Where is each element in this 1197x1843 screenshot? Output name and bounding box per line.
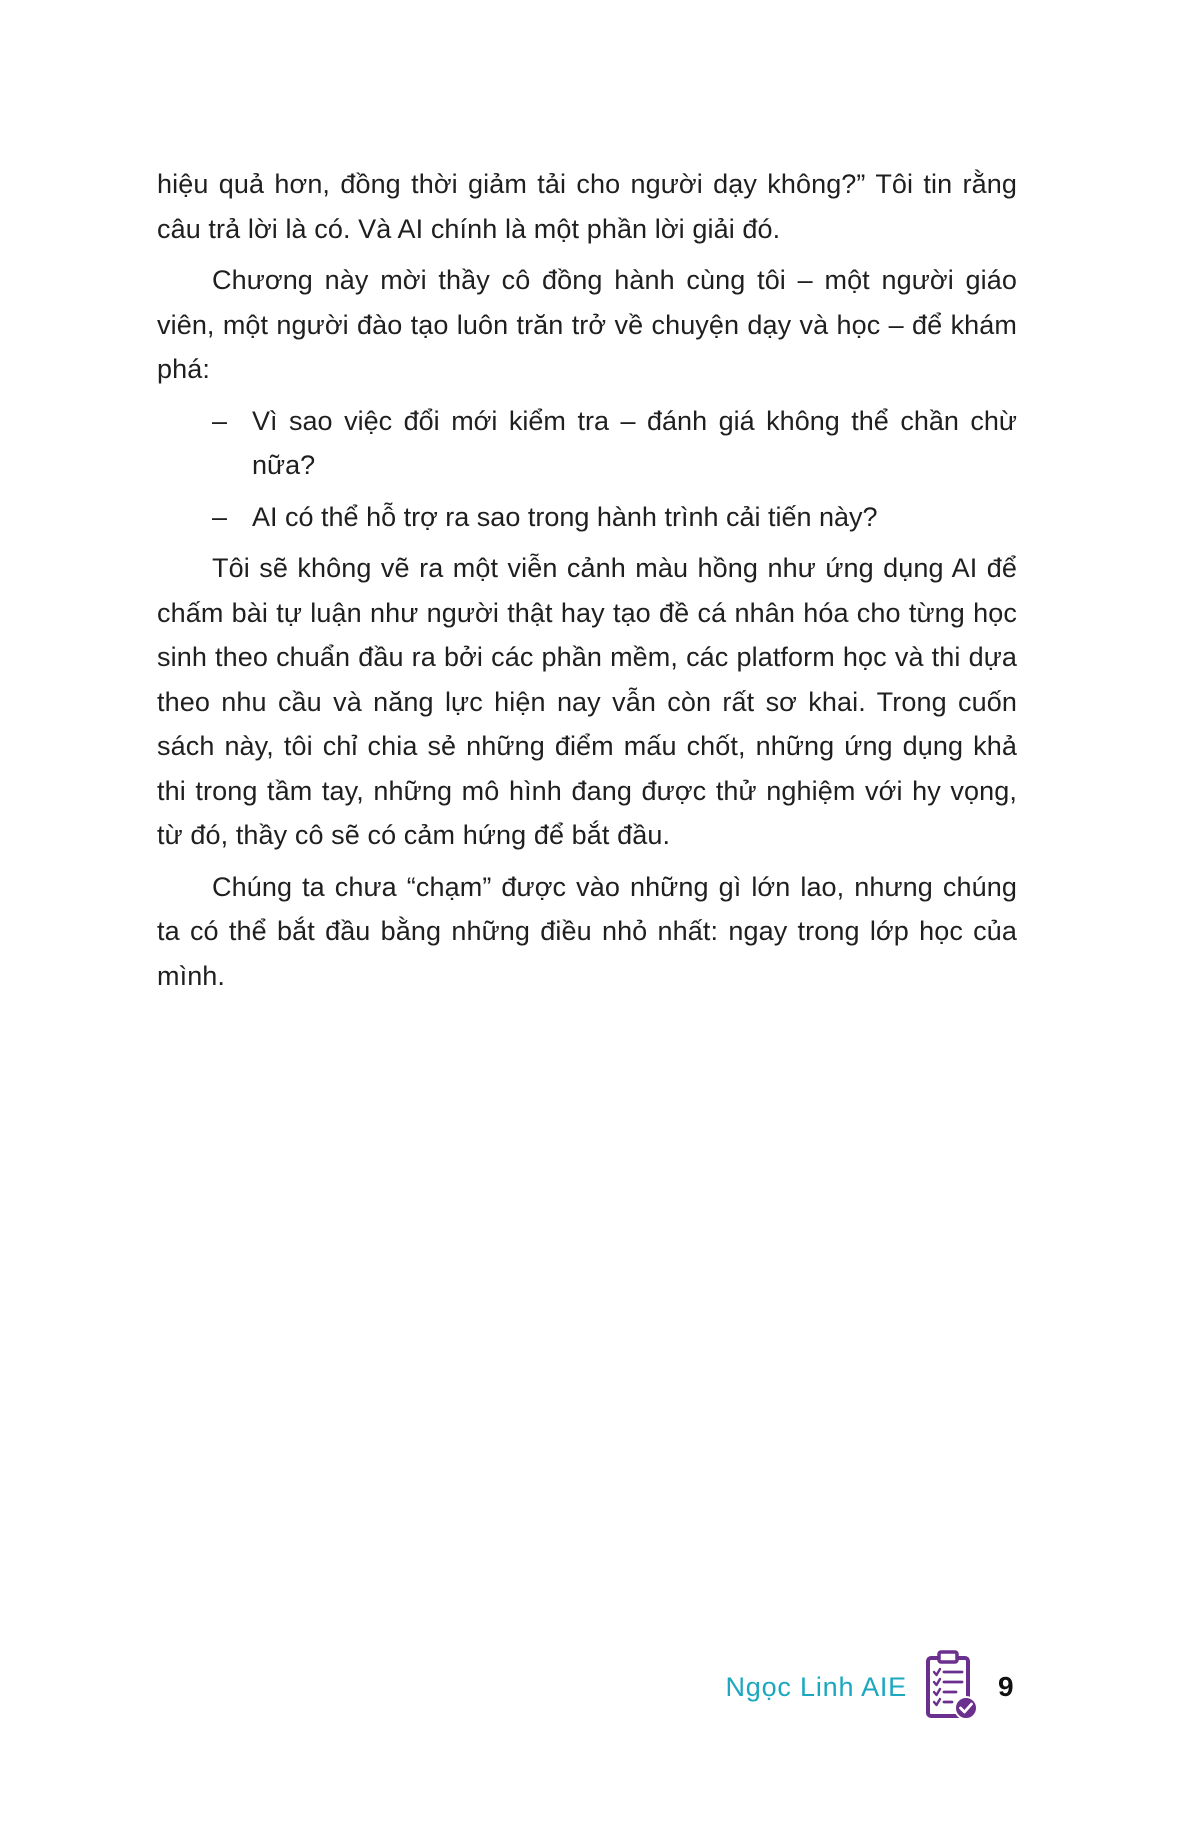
page-body — [157, 162, 1017, 1005]
page-number: 9 — [998, 1671, 1014, 1702]
footer-brand: Ngọc Linh AIE — [725, 1672, 907, 1702]
question-list — [157, 399, 1017, 540]
paragraph-chapter-invitation: Chương này mời thầy cô đồng hành cùng tôi – một người giáo viên, một người đào tạo luôn trăn trở về chuyện dạy và học – để khám phá: — [157, 265, 1017, 384]
list-item-text: AI có thể hỗ trợ ra sao trong hành trình cải tiến này? — [252, 501, 878, 532]
page-footer — [0, 1650, 1017, 1730]
paragraph-vision: Tôi sẽ không vẽ ra một viễn cảnh màu hồng như ứng dụng AI để chấm bài tự luận như người thật hay tạo đề cá nhân hóa cho từng học sinh theo chuẩn đầu ra bởi các phần mềm, các platform học và thi dựa theo nhu cầu và năng lực hiện nay vẫn còn rất sơ khai. Trong cuốn sách này, tôi chỉ chia sẻ những điểm mấu chốt, những ứng dụng khả thi trong tầm tay, những mô hình đang được thử nghiệm với hy vọng, từ đó, thầy cô sẽ có cảm hứng để bắt đầu. — [157, 553, 1017, 850]
list-dash: – — [212, 501, 228, 532]
clipboard-checklist-icon — [924, 1650, 980, 1722]
list-item — [157, 495, 1017, 540]
list-item — [157, 399, 1017, 488]
list-item-text: Vì sao việc đổi mới kiểm tra – đánh giá không thể chần chừ nữa? — [252, 405, 1017, 480]
paragraph-intro-continuation: hiệu quả hơn, đồng thời giảm tải cho người dạy không?” Tôi tin rằng câu trả lời là có. Và AI chính là một phần lời giải đó. — [157, 169, 1017, 244]
list-dash: – — [212, 405, 228, 436]
paragraph-closing: Chúng ta chưa “chạm” được vào những gì lớn lao, nhưng chúng ta có thể bắt đầu bằng những điều nhỏ nhất: ngay trong lớp học của mình. — [157, 871, 1017, 991]
